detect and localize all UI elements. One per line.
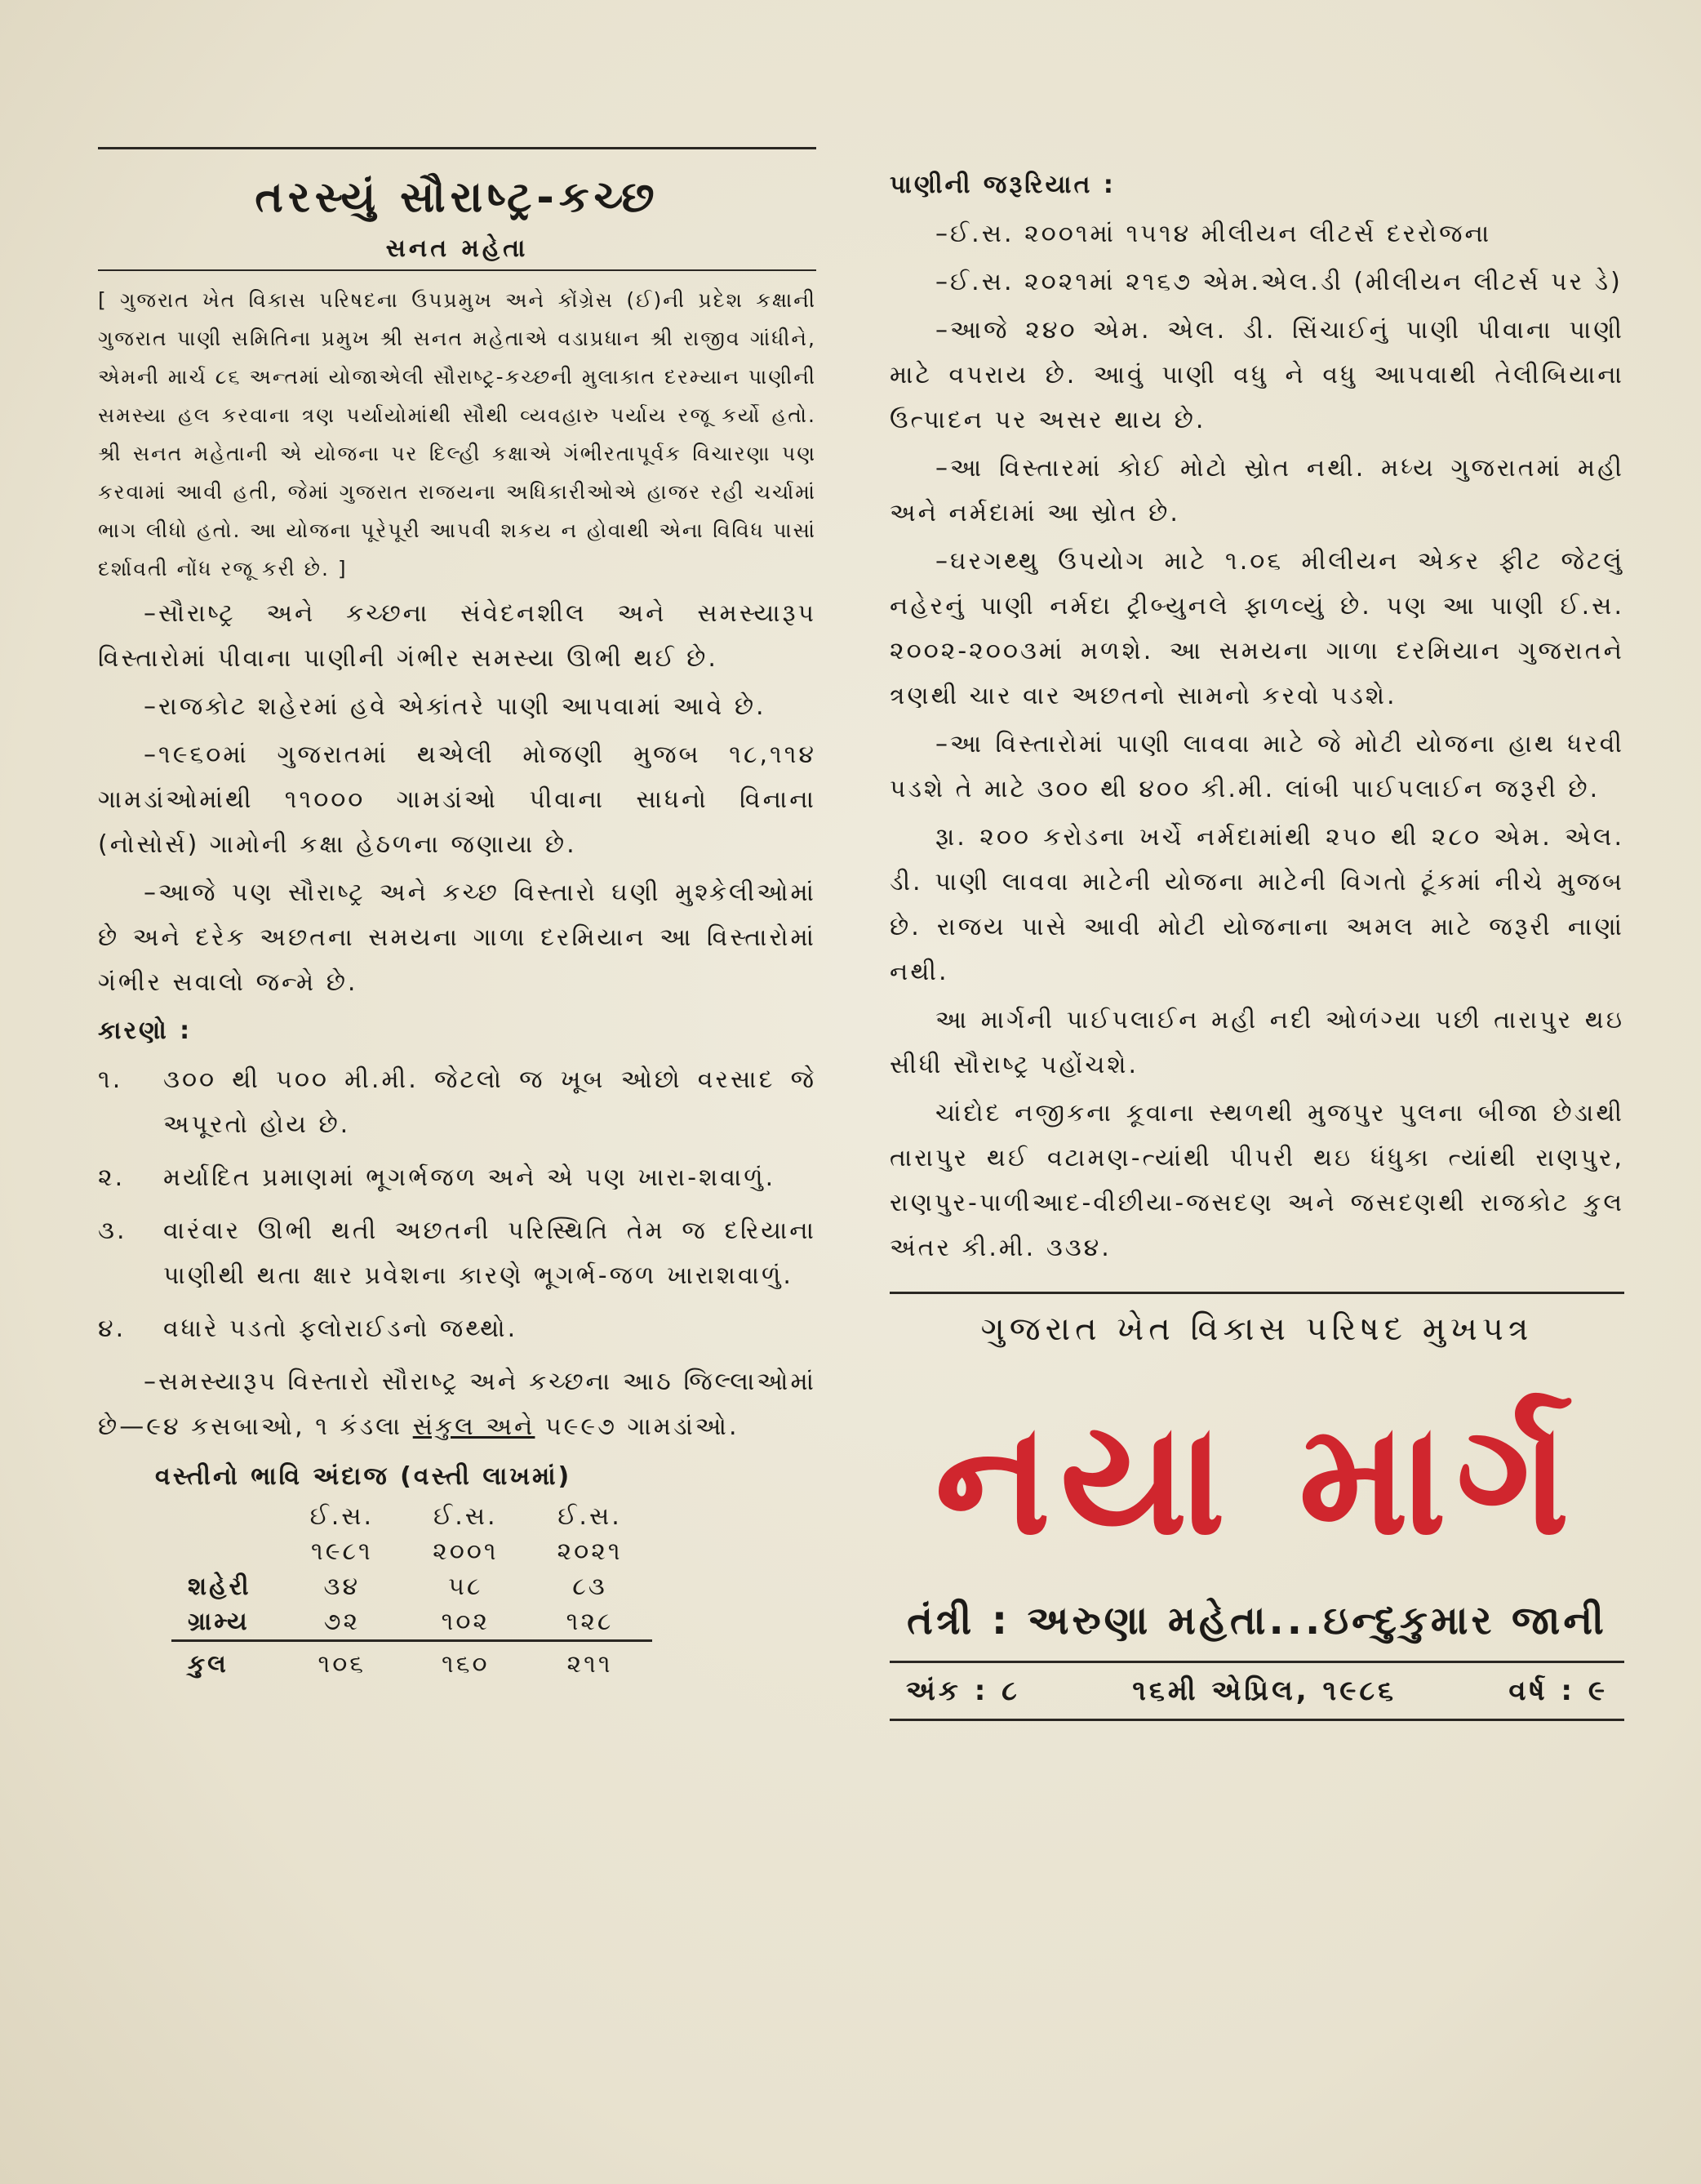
year-header: ૨૦૦૧ bbox=[433, 1537, 499, 1566]
issue-number: અંક : ૮ bbox=[906, 1675, 1020, 1707]
table-cell: ૧૬૦ bbox=[403, 1641, 527, 1683]
list-text: ૩૦૦ થી ૫૦૦ મી.મી. જેટલો જ ખૂબ ઓછો વરસાદ જે અપૂરતો હોય છે. bbox=[163, 1065, 816, 1139]
list-text: વારંવાર ઊભી થતી અછતની પરિસ્થિતિ તેમ જ દરિયાના પાણીથી થતા ક્ષાર પ્રવેશના કારણે ભૂગર્ભ-જળ ખારાશવાળું. bbox=[163, 1217, 816, 1290]
year-header: ૧૯૮૧ bbox=[311, 1537, 373, 1566]
table-cell: ૫૮ bbox=[448, 1572, 483, 1601]
paragraph: –સૌરાષ્ટ્ર અને કચ્છના સંવેદનશીલ અને સમસ્યારૂપ વિસ્તારોમાં પીવાના પાણીની ગંભીર સમસ્યા ઊભી થઈ છે. bbox=[98, 599, 816, 673]
row-label: ગ્રામ્ય bbox=[188, 1608, 250, 1636]
table-header-row bbox=[171, 1534, 652, 1569]
paragraph: આ માર્ગની પાઈપલાઈન મહી નદી ઓળંગ્યા પછી તારાપુર થઇ સીધી સૌરાષ્ટ્ર પહોંચશે. bbox=[890, 1006, 1624, 1079]
paragraph: –ઘરગથ્થુ ઉપયોગ માટે ૧.૦૬ મીલીયન એકર ફીટ જેટલું નહેરનું પાણી નર્મદા ટ્રીબ્યુનલે ફાળવ્યું છે. પણ આ પાણી ઈ.સ. ૨૦૦૨-૨૦૦૩માં મળશે. આ સમયના ગાળા દરમિયાન ગુજરાતને ત્રણથી ચાર વાર અછતનો સામનો કરવો પડશે. bbox=[890, 547, 1624, 710]
list-text: વધારે પડતો ફ્લોરાઈડનો જથ્થો. bbox=[163, 1314, 518, 1343]
table-cell: ૧૦૨ bbox=[441, 1608, 491, 1636]
volume-number: વર્ષ : ૯ bbox=[1508, 1675, 1608, 1707]
masthead-subtitle: ગુજરાત ખેત વિકાસ પરિષદ મુખપત્ર bbox=[980, 1310, 1534, 1348]
year-prefix: ઈ.સ. bbox=[309, 1502, 375, 1531]
paragraph: –આજે ૨૪૦ એમ. એલ. ડી. સિંચાઈનું પાણી પીવાના પાણી માટે વપરાય છે. આવું પાણી વધુ ને વધુ આપવાથી તેલીબિયાના ઉત્પાદન પર અસર થાય છે. bbox=[890, 316, 1624, 434]
list-item bbox=[98, 1306, 816, 1351]
population-table bbox=[171, 1499, 652, 1682]
table-total-row bbox=[171, 1641, 652, 1683]
paragraph: –ઈ.સ. ૨૦૨૧માં ૨૧૬૭ એમ.એલ.ડી (મીલીયન લીટર્સ પર ડે) bbox=[935, 268, 1623, 296]
table-row bbox=[171, 1569, 652, 1604]
table-corner bbox=[171, 1499, 281, 1534]
row-label: શહેરી bbox=[188, 1572, 251, 1601]
article-title: તરસ્યું સૌરાષ્ટ્ર-કચ્છ bbox=[255, 173, 660, 222]
reasons-list bbox=[98, 1057, 816, 1351]
masthead-divider bbox=[890, 1292, 1624, 1294]
list-number: ૩. bbox=[98, 1217, 127, 1245]
paragraph: ચાંદોદ નજીકના કૂવાના સ્થળથી મુજપુર પુલના બીજા છેડાથી તારાપુર થઈ વટામણ-ત્યાંથી પીપરી થઇ ધંધુકા ત્યાંથી રાણપુર, રાણપુર-પાળીઆદ-વીછીયા-જસદણ અને જસદણથી રાજકોટ કુલ અંતર કી.મી. ૩૩૪. bbox=[890, 1099, 1624, 1262]
paragraph: રૂા. ૨૦૦ કરોડના ખર્ચે નર્મદામાંથી ૨૫૦ થી ૨૮૦ એમ. એલ. ડી. પાણી લાવવા માટેની યોજના માટેની વિગતો ટૂંકમાં નીચે મુજબ છે. રાજય પાસે આવી મોટી યોજનાના અમલ માટે જરૂરી નાણાં નથી. bbox=[890, 823, 1624, 986]
problem-area-end: ૫૯૯૭ ગામડાંઓ. bbox=[535, 1412, 739, 1441]
table-cell: ૭૨ bbox=[323, 1608, 361, 1636]
masthead-title: નયા માર્ગ bbox=[935, 1387, 1579, 1569]
table-header-row bbox=[171, 1499, 652, 1534]
issue-rule-bottom bbox=[890, 1719, 1624, 1721]
paragraph: –આ વિસ્તારમાં કોઈ મોટો સ્રોત નથી. મધ્ય ગુજરાતમાં મહી અને નર્મદામાં આ સ્રોત છે. bbox=[890, 454, 1624, 527]
issue-date: ૧૬મી એપ્રિલ, ૧૯૮૬ bbox=[1132, 1675, 1397, 1707]
right-column bbox=[890, 159, 1624, 1721]
table-cell: ૨૧૧ bbox=[528, 1641, 652, 1683]
list-text: મર્યાદિત પ્રમાણમાં ભૂગર્ભજળ અને એ પણ ખારા-શવાળું. bbox=[163, 1163, 776, 1192]
table-cell: ૩૪ bbox=[323, 1572, 361, 1601]
list-item bbox=[98, 1208, 816, 1298]
list-number: ૨. bbox=[98, 1163, 126, 1192]
row-label: કુલ bbox=[171, 1641, 281, 1683]
list-number: ૧. bbox=[98, 1065, 123, 1094]
left-column bbox=[98, 147, 816, 1682]
year-header: ૨૦૨૧ bbox=[557, 1537, 623, 1566]
problem-area-underlined: સંકુલ અને bbox=[412, 1412, 535, 1441]
table-cell: ૧૦૬ bbox=[281, 1641, 404, 1683]
problem-area-text: –સમસ્યારૂપ વિસ્તારો સૌરાષ્ટ્ર અને કચ્છના આઠ જિલ્લાઓમાં છે—૯૪ કસબાઓ, ૧ કંડલા bbox=[98, 1368, 816, 1441]
article-author: સનત મહેતા bbox=[385, 234, 529, 263]
paragraph: –૧૯૬૦માં ગુજરાતમાં થએલી મોજણી મુજબ ૧૮,૧૧૪ ગામડાંઓમાંથી ૧૧૦૦૦ ગામડાંઓ પીવાના સાધનો વિનાના (નોસોર્સ) ગામોની કક્ષા હેઠળના જણાયા છે. bbox=[98, 741, 816, 859]
list-item bbox=[98, 1155, 816, 1200]
paragraph: –આ વિસ્તારોમાં પાણી લાવવા માટે જે મોટી યોજના હાથ ધરવી પડશે તે માટે ૩૦૦ થી ૪૦૦ કી.મી. લાંબી પાઈપલાઈન જરૂરી છે. bbox=[890, 730, 1624, 803]
table-corner bbox=[171, 1534, 281, 1569]
paragraph: –ઈ.સ. ૨૦૦૧માં ૧૫૧૪ મીલીયન લીટર્સ દરરોજના bbox=[935, 220, 1492, 248]
table-row bbox=[171, 1604, 652, 1641]
issue-info-row bbox=[890, 1663, 1624, 1719]
year-prefix: ઈ.સ. bbox=[557, 1502, 622, 1531]
year-prefix: ઈ.સ. bbox=[433, 1502, 498, 1531]
population-table-title: વસ્તીનો ભાવિ અંદાજ (વસ્તી લાખમાં) bbox=[155, 1462, 572, 1491]
table-cell: ૮૩ bbox=[572, 1572, 607, 1601]
article-intro: [ ગુજરાત ખેત વિકાસ પરિષદના ઉપપ્રમુખ અને કોંગ્રેસ (ઈ)ની પ્રદેશ કક્ષાની ગુજરાત પાણી સમિતિના પ્રમુખ શ્રી સનત મહેતાએ વડાપ્રધાન શ્રી રાજીવ ગાંધીને, એમની માર્ચ ૮૬ અન્તમાં યોજાએલી સૌરાષ્ટ્ર-કચ્છની મુલાકાત દરમ્યાન પાણીની સમસ્યા હલ કરવાના ત્રણ પર્યાયોમાંથી સૌથી વ્યવહારુ પર્યાય રજૂ કર્યો હતો. શ્રી સનત મહેતાની એ યોજના પર દિલ્હી કક્ષાએ ગંભીરતાપૂર્વક વિચારણા પણ કરવામાં આવી હતી, જેમાં ગુજરાત રાજયના અધિકારીઓએ હાજર રહી ચર્ચામાં ભાગ લીધો હતો. આ યોજના પૂરેપૂરી આપવી શકય ન હોવાથી એના વિવિધ પાસાં દર્શાવતી નોંધ રજૂ કરી છે. ] bbox=[98, 288, 816, 580]
reasons-heading: કારણો : bbox=[98, 1016, 193, 1045]
editors-line: તંત્રી : અરુણા મહેતા...ઇન્દુકુમાર જાની bbox=[907, 1598, 1607, 1644]
title-divider bbox=[98, 269, 816, 271]
table-cell: ૧૨૮ bbox=[566, 1608, 614, 1636]
list-item bbox=[98, 1057, 816, 1147]
water-needs-heading: પાણીની જરૂરિયાત : bbox=[890, 171, 1116, 199]
list-number: ૪. bbox=[98, 1314, 127, 1343]
paragraph: –આજે પણ સૌરાષ્ટ્ર અને કચ્છ વિસ્તારો ઘણી મુશ્કેલીઓમાં છે અને દરેક અછતના સમયના ગાળા દરમિયાન આ વિસ્તારોમાં ગંભીર સવાલો જન્મે છે. bbox=[98, 878, 816, 997]
problem-area-paragraph bbox=[98, 1359, 816, 1449]
paragraph: –રાજકોટ શહેરમાં હવે એકાંતરે પાણી આપવામાં આવે છે. bbox=[144, 692, 766, 721]
